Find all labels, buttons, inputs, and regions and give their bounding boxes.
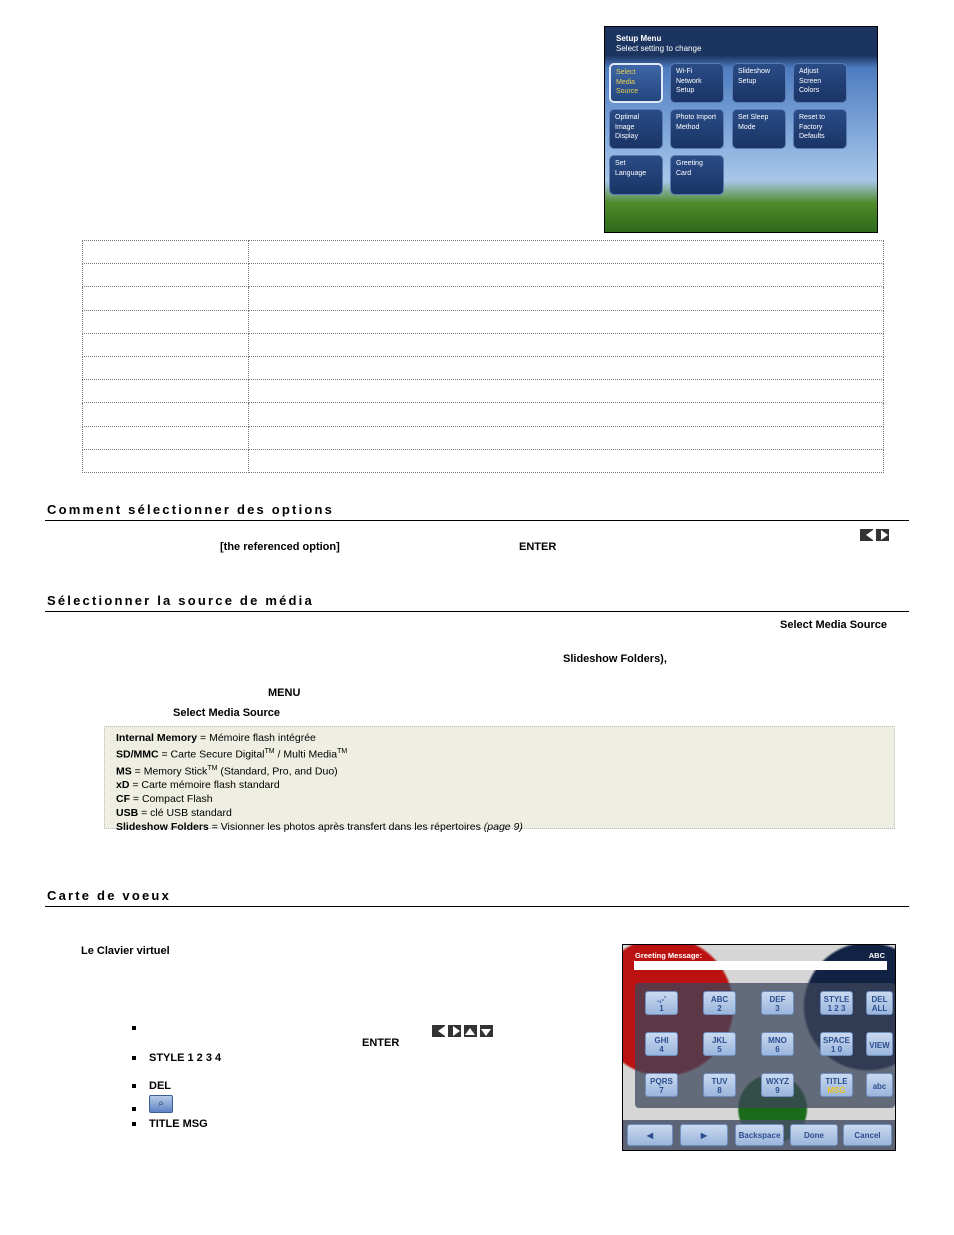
setup-menu-title: Setup Menu [616,34,662,43]
virtual-keyboard-screenshot [622,944,896,1151]
key-sublabel: 2 [717,1004,722,1013]
greeting-message-field [634,961,887,970]
heading-greeting-card: Carte de voeux [47,888,172,903]
key-jkl [703,1032,736,1056]
key-wxyz [761,1073,794,1097]
divider [45,906,909,907]
tile-screen-colors: Adjust Screen Colors [793,63,847,103]
tile-select-media-source: Select Media Source [609,63,663,103]
tile-optimal-image: Optimal Image Display [609,109,663,149]
key-del [866,991,893,1015]
key-label: DEF [769,995,786,1004]
key-label: abc [872,1082,887,1091]
down-arrow-icon [480,1025,493,1037]
key-label: VIEW [869,1041,890,1050]
right-arrow-icon [448,1025,461,1037]
option-text: [the referenced option] [220,541,340,553]
key-label: JKL [711,1036,728,1045]
source-item: Internal Memory = Mémoire flash intégrée [116,732,316,744]
key-label: .,-' [656,995,666,1004]
source-item: MS = Memory Stick™ (Standard, Pro, and Duo) [116,764,338,777]
bullet-style: STYLE 1 2 3 4 [149,1052,222,1064]
tile-photo-import: Photo Import Method [670,109,724,149]
key-sublabel: 1 0 [830,1045,843,1054]
bullet [132,1084,136,1088]
key-label: STYLE [823,995,850,1004]
bullet-del: DEL [149,1080,171,1092]
tile-wifi: Wi-Fi Network Setup [670,63,724,103]
input-mode: ABC [868,951,885,960]
key-label: TUV [711,1077,728,1086]
key-label: TITLE [825,1077,848,1086]
enter-text: ENTER [519,541,557,553]
bullet-title-msg: TITLE MSG [149,1118,208,1130]
divider [45,520,909,521]
source-item: SD/MMC = Carte Secure Digital™ / Multi Media™ [116,748,348,761]
menu-text: MENU [268,687,301,699]
key-sublabel: 7 [659,1086,664,1095]
tile-language: Set Language [609,155,663,195]
bullet [132,1026,136,1030]
key-label: GHI [654,1036,669,1045]
enter-text: ENTER [362,1037,400,1049]
key-right: ▶ [680,1124,728,1146]
tile-greeting-card: Greeting Card [670,155,724,195]
key-sublabel: 5 [717,1045,722,1054]
key-label: WXYZ [765,1077,790,1086]
key-sublabel: 1 [659,1004,664,1013]
key-tuv [703,1073,736,1097]
key-cancel: Cancel [843,1124,892,1146]
key-view [866,1032,893,1056]
key-space [820,1032,853,1056]
arrow-keys [860,526,892,544]
key-label: PQRS [650,1077,673,1086]
bullet [132,1107,136,1111]
source-item: USB = clé USB standard [116,807,232,819]
bullet [132,1122,136,1126]
key-mno [761,1032,794,1056]
key-done: Done [790,1124,838,1146]
tile-slideshow: Slideshow Setup [732,63,786,103]
settings-table [82,240,884,473]
key-def [761,991,794,1015]
tile-sleep-mode: Set Sleep Mode [732,109,786,149]
key-left: ◀ [627,1124,673,1146]
bullet [132,1056,136,1060]
divider [45,611,909,612]
key-abc [866,1073,893,1097]
key-sublabel: 1 2 3 [827,1004,846,1013]
greeting-message-label: Greeting Message: [635,951,703,960]
left-arrow-icon [860,529,873,541]
key-sublabel: 9 [775,1086,780,1095]
media-sources-box [104,726,895,833]
select-media-source-text: Select Media Source [780,619,887,631]
source-item: xD = Carte mémoire flash standard [116,779,280,791]
key-style [820,991,853,1015]
setup-menu-subtitle: Select setting to change [616,44,702,53]
virtual-keyboard-subheading: Le Clavier virtuel [81,945,170,957]
key-backspace: Backspace [735,1124,784,1146]
heading-media-source: Sélectionner la source de média [47,593,314,608]
key-label: MNO [768,1036,787,1045]
source-item: CF = Compact Flash [116,793,213,805]
key-pqrs [645,1073,678,1097]
slideshow-folders-text: Slideshow Folders), [563,653,667,665]
source-item: Slideshow Folders = Visionner les photos après transfert dans les répertoires (page 9) [116,821,523,833]
key-ghi [645,1032,678,1056]
key-title [820,1073,853,1097]
key-label: ABC [710,995,729,1004]
heading-select-options: Comment sélectionner des options [47,502,335,517]
tile-reset: Reset to Factory Defaults [793,109,847,149]
key-abc [703,991,736,1015]
key-sublabel: 3 [775,1004,780,1013]
left-arrow-icon [432,1025,445,1037]
up-arrow-icon [464,1025,477,1037]
key- [645,991,678,1015]
setup-menu-screenshot [604,26,878,233]
key-sublabel: 6 [775,1045,780,1054]
right-arrow-icon [876,529,889,541]
key-label: DEL [871,995,888,1004]
key-label: SPACE [823,1036,850,1045]
direction-keys [432,1022,496,1040]
key-sublabel: 4 [659,1045,664,1054]
key-sublabel: ALL [871,1004,888,1013]
view-magnifier-icon: ⌕ [149,1095,173,1113]
select-media-source-text-2: Select Media Source [173,707,280,719]
key-sublabel: MSG [827,1086,846,1095]
key-sublabel: 8 [717,1086,722,1095]
